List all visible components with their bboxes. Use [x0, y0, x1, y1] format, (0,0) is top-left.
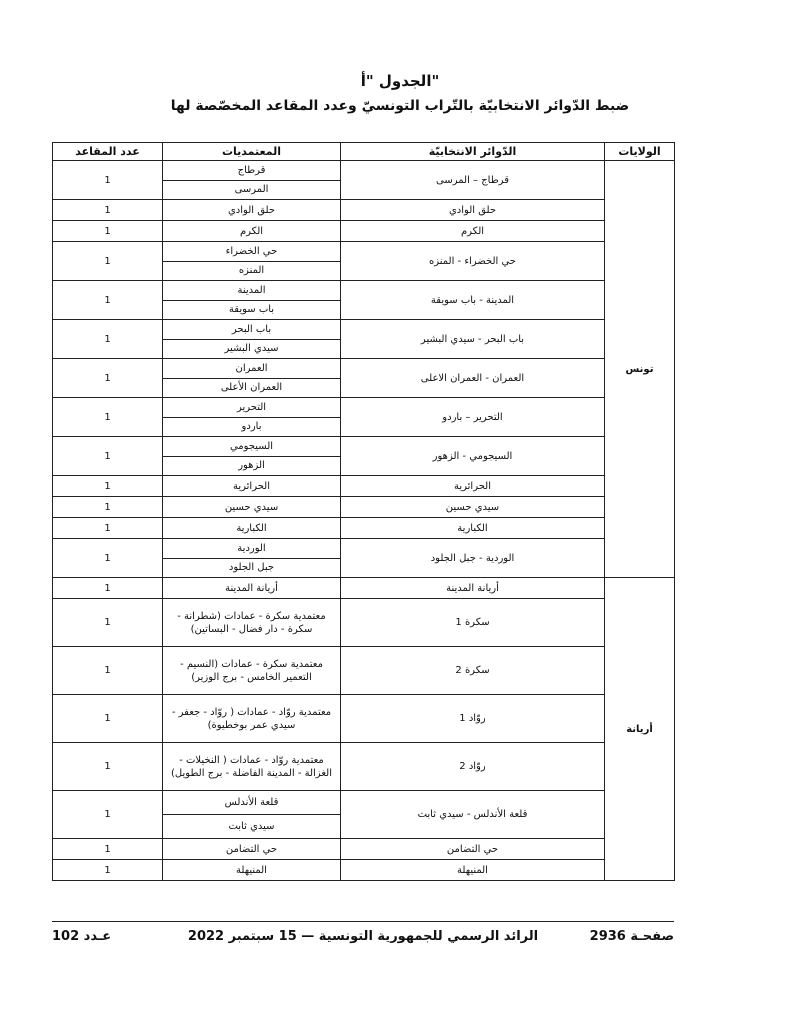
motamadiya-item: الكبارية	[236, 522, 267, 534]
table-row	[53, 695, 675, 743]
circonscription-cell: حي الخضراء - المنزه	[341, 242, 605, 281]
table-row	[53, 200, 675, 221]
circonscription-cell: الحرائرية	[341, 476, 605, 497]
motamadiya-cell	[163, 518, 341, 539]
wilaya-cell: تونس	[605, 161, 675, 578]
motamadiya-cell	[163, 497, 341, 518]
motamadiya-cell	[163, 860, 341, 881]
motamadiya-item: سيدي ثابت	[228, 821, 275, 832]
motamadiya-item: الوردية	[163, 539, 340, 559]
motamadiya-cell	[163, 242, 341, 281]
footer-page-number: صفحـة 2936	[589, 929, 674, 944]
motamadiya-cell	[163, 398, 341, 437]
motamadiya-item: حلق الوادي	[227, 204, 276, 216]
circonscription-cell: التحرير – باردو	[341, 398, 605, 437]
motamadiya-item: الكرم	[239, 225, 264, 237]
motamadiya-item: معتمدية سكرة - عمادات (النسيم - التعمير الخامس - برج الوزير)	[180, 658, 323, 683]
motamadiya-item: حي التضامن	[225, 843, 278, 855]
table-row	[53, 161, 675, 200]
motamadiya-cell	[163, 437, 341, 476]
wilaya-cell: أريانة	[605, 578, 675, 881]
table-body	[53, 161, 675, 881]
seats-cell: 1	[53, 791, 163, 839]
motamadiya-cell	[163, 476, 341, 497]
motamadiya-cell	[163, 743, 341, 791]
motamadiya-item: سيدي حسين	[224, 501, 279, 513]
circonscription-cell: حلق الوادي	[341, 200, 605, 221]
circonscription-cell: العمران - العمران الاعلى	[341, 359, 605, 398]
circonscription-cell: سكرة 2	[341, 647, 605, 695]
motamadiya-cell	[163, 320, 341, 359]
table-row	[53, 398, 675, 437]
seats-cell: 1	[53, 860, 163, 881]
circonscription-cell: روّاد 1	[341, 695, 605, 743]
table-row	[53, 839, 675, 860]
circonscription-cell: روّاد 2	[341, 743, 605, 791]
seats-cell: 1	[53, 539, 163, 578]
seats-cell: 1	[53, 242, 163, 281]
footer-issue-number: عـدد 102	[52, 929, 112, 944]
motamadiya-item: قلعة الأندلس	[163, 791, 340, 815]
motamadiya-item: معتمدية روّاد - عمادات ( روّاد - جعفر - سيدي عمر بوخطيوة)	[171, 706, 332, 731]
motamadiya-item: التحرير	[163, 398, 340, 418]
seats-cell: 1	[53, 359, 163, 398]
seats-cell: 1	[53, 695, 163, 743]
seats-cell: 1	[53, 599, 163, 647]
seats-cell: 1	[53, 200, 163, 221]
motamadiya-cell	[163, 599, 341, 647]
circonscription-cell: السيجومي - الزهور	[341, 437, 605, 476]
table-row	[53, 497, 675, 518]
motamadiya-item: المنزه	[238, 265, 265, 277]
motamadiya-item: السيجومي	[163, 437, 340, 457]
table-header-row	[53, 143, 675, 161]
circonscription-cell: الكرم	[341, 221, 605, 242]
seats-cell: 1	[53, 497, 163, 518]
motamadiya-item: باب سويقة	[228, 304, 275, 316]
motamadiya-item: جبل الجلود	[228, 562, 275, 574]
header-circonscriptions: الدّوائر الانتخابيّة	[341, 143, 605, 161]
motamadiya-cell	[163, 839, 341, 860]
motamadiya-cell	[163, 221, 341, 242]
table-subtitle: ضبط الدّوائر الانتخابيّة بالتّراب التونسيّ وعدد المقاعد المخصّصة لها	[170, 98, 630, 114]
table-row	[53, 743, 675, 791]
circonscription-cell: الوردية - جبل الجلود	[341, 539, 605, 578]
motamadiya-item: العمران	[163, 359, 340, 379]
motamadiya-item: معتمدية سكرة - عمادات (شطرانة - سكرة - دار فضال - البساتين)	[177, 610, 326, 635]
motamadiya-item: المرسى	[234, 184, 269, 196]
motamadiya-item: المدينة	[163, 281, 340, 301]
circonscription-cell: أريانة المدينة	[341, 578, 605, 599]
seats-cell: 1	[53, 476, 163, 497]
table-row	[53, 437, 675, 476]
seats-cell: 1	[53, 743, 163, 791]
table-row	[53, 791, 675, 839]
table-row	[53, 476, 675, 497]
circonscription-cell: المدينة - باب سويقة	[341, 281, 605, 320]
seats-cell: 1	[53, 320, 163, 359]
motamadiya-cell	[163, 578, 341, 599]
table-row	[53, 860, 675, 881]
table-row	[53, 518, 675, 539]
table-row	[53, 242, 675, 281]
circonscription-cell: باب البحر - سيدي البشير	[341, 320, 605, 359]
motamadiya-cell	[163, 281, 341, 320]
motamadiya-item: العمران الأعلى	[220, 382, 283, 394]
motamadiya-cell	[163, 791, 341, 839]
table-row	[53, 578, 675, 599]
motamadiya-item: سيدي البشير	[224, 343, 279, 355]
footer-divider	[52, 921, 674, 922]
motamadiya-item: قرطاج	[163, 161, 340, 181]
table-row	[53, 359, 675, 398]
motamadiya-item: الزهور	[238, 460, 265, 472]
header-motamadiyat: المعتمديات	[163, 143, 341, 161]
header-seats: عدد المقاعد	[53, 143, 163, 161]
seats-cell: 1	[53, 437, 163, 476]
motamadiya-cell	[163, 359, 341, 398]
table-label: الجدول "أ"	[360, 72, 440, 90]
circonscription-cell: سكرة 1	[341, 599, 605, 647]
table-row	[53, 599, 675, 647]
motamadiya-item: الحرائرية	[232, 480, 271, 492]
header-wilaya: الولايات	[605, 143, 675, 161]
motamadiya-item: حي الخضراء	[163, 242, 340, 262]
circonscription-cell: المنيهلة	[341, 860, 605, 881]
motamadiya-cell	[163, 539, 341, 578]
motamadiya-item: أريانة المدينة	[225, 582, 278, 594]
circonscription-cell: الكبارية	[341, 518, 605, 539]
motamadiya-item: المنيهلة	[236, 864, 267, 876]
circonscription-cell: قلعة الأندلس - سيدي ثابت	[341, 791, 605, 839]
circonscription-cell: قرطاج – المرسى	[341, 161, 605, 200]
seats-cell: 1	[53, 281, 163, 320]
motamadiya-cell	[163, 200, 341, 221]
motamadiya-cell	[163, 647, 341, 695]
motamadiya-cell	[163, 161, 341, 200]
footer-journal-title: الرائد الرسمي للجمهورية التونسية — 15 سبتمبر 2022	[187, 929, 539, 944]
seats-cell: 1	[53, 161, 163, 200]
table-row	[53, 647, 675, 695]
seats-cell: 1	[53, 839, 163, 860]
table-row	[53, 539, 675, 578]
page-footer	[52, 929, 674, 949]
seats-cell: 1	[53, 518, 163, 539]
motamadiya-item: باردو	[241, 421, 262, 433]
motamadiya-item: باب البحر	[163, 320, 340, 340]
seats-cell: 1	[53, 221, 163, 242]
seats-cell: 1	[53, 398, 163, 437]
circonscription-cell: سيدي حسين	[341, 497, 605, 518]
table-row	[53, 281, 675, 320]
table-row	[53, 221, 675, 242]
motamadiya-item: معتمدية روّاد - عمادات ( النخيلات - الغزالة - المدينة الفاضلة - برج الطويل)	[171, 754, 332, 779]
seats-cell: 1	[53, 647, 163, 695]
motamadiya-cell	[163, 695, 341, 743]
circonscription-cell: حي التضامن	[341, 839, 605, 860]
constituencies-table	[52, 142, 675, 881]
table-row	[53, 320, 675, 359]
seats-cell: 1	[53, 578, 163, 599]
